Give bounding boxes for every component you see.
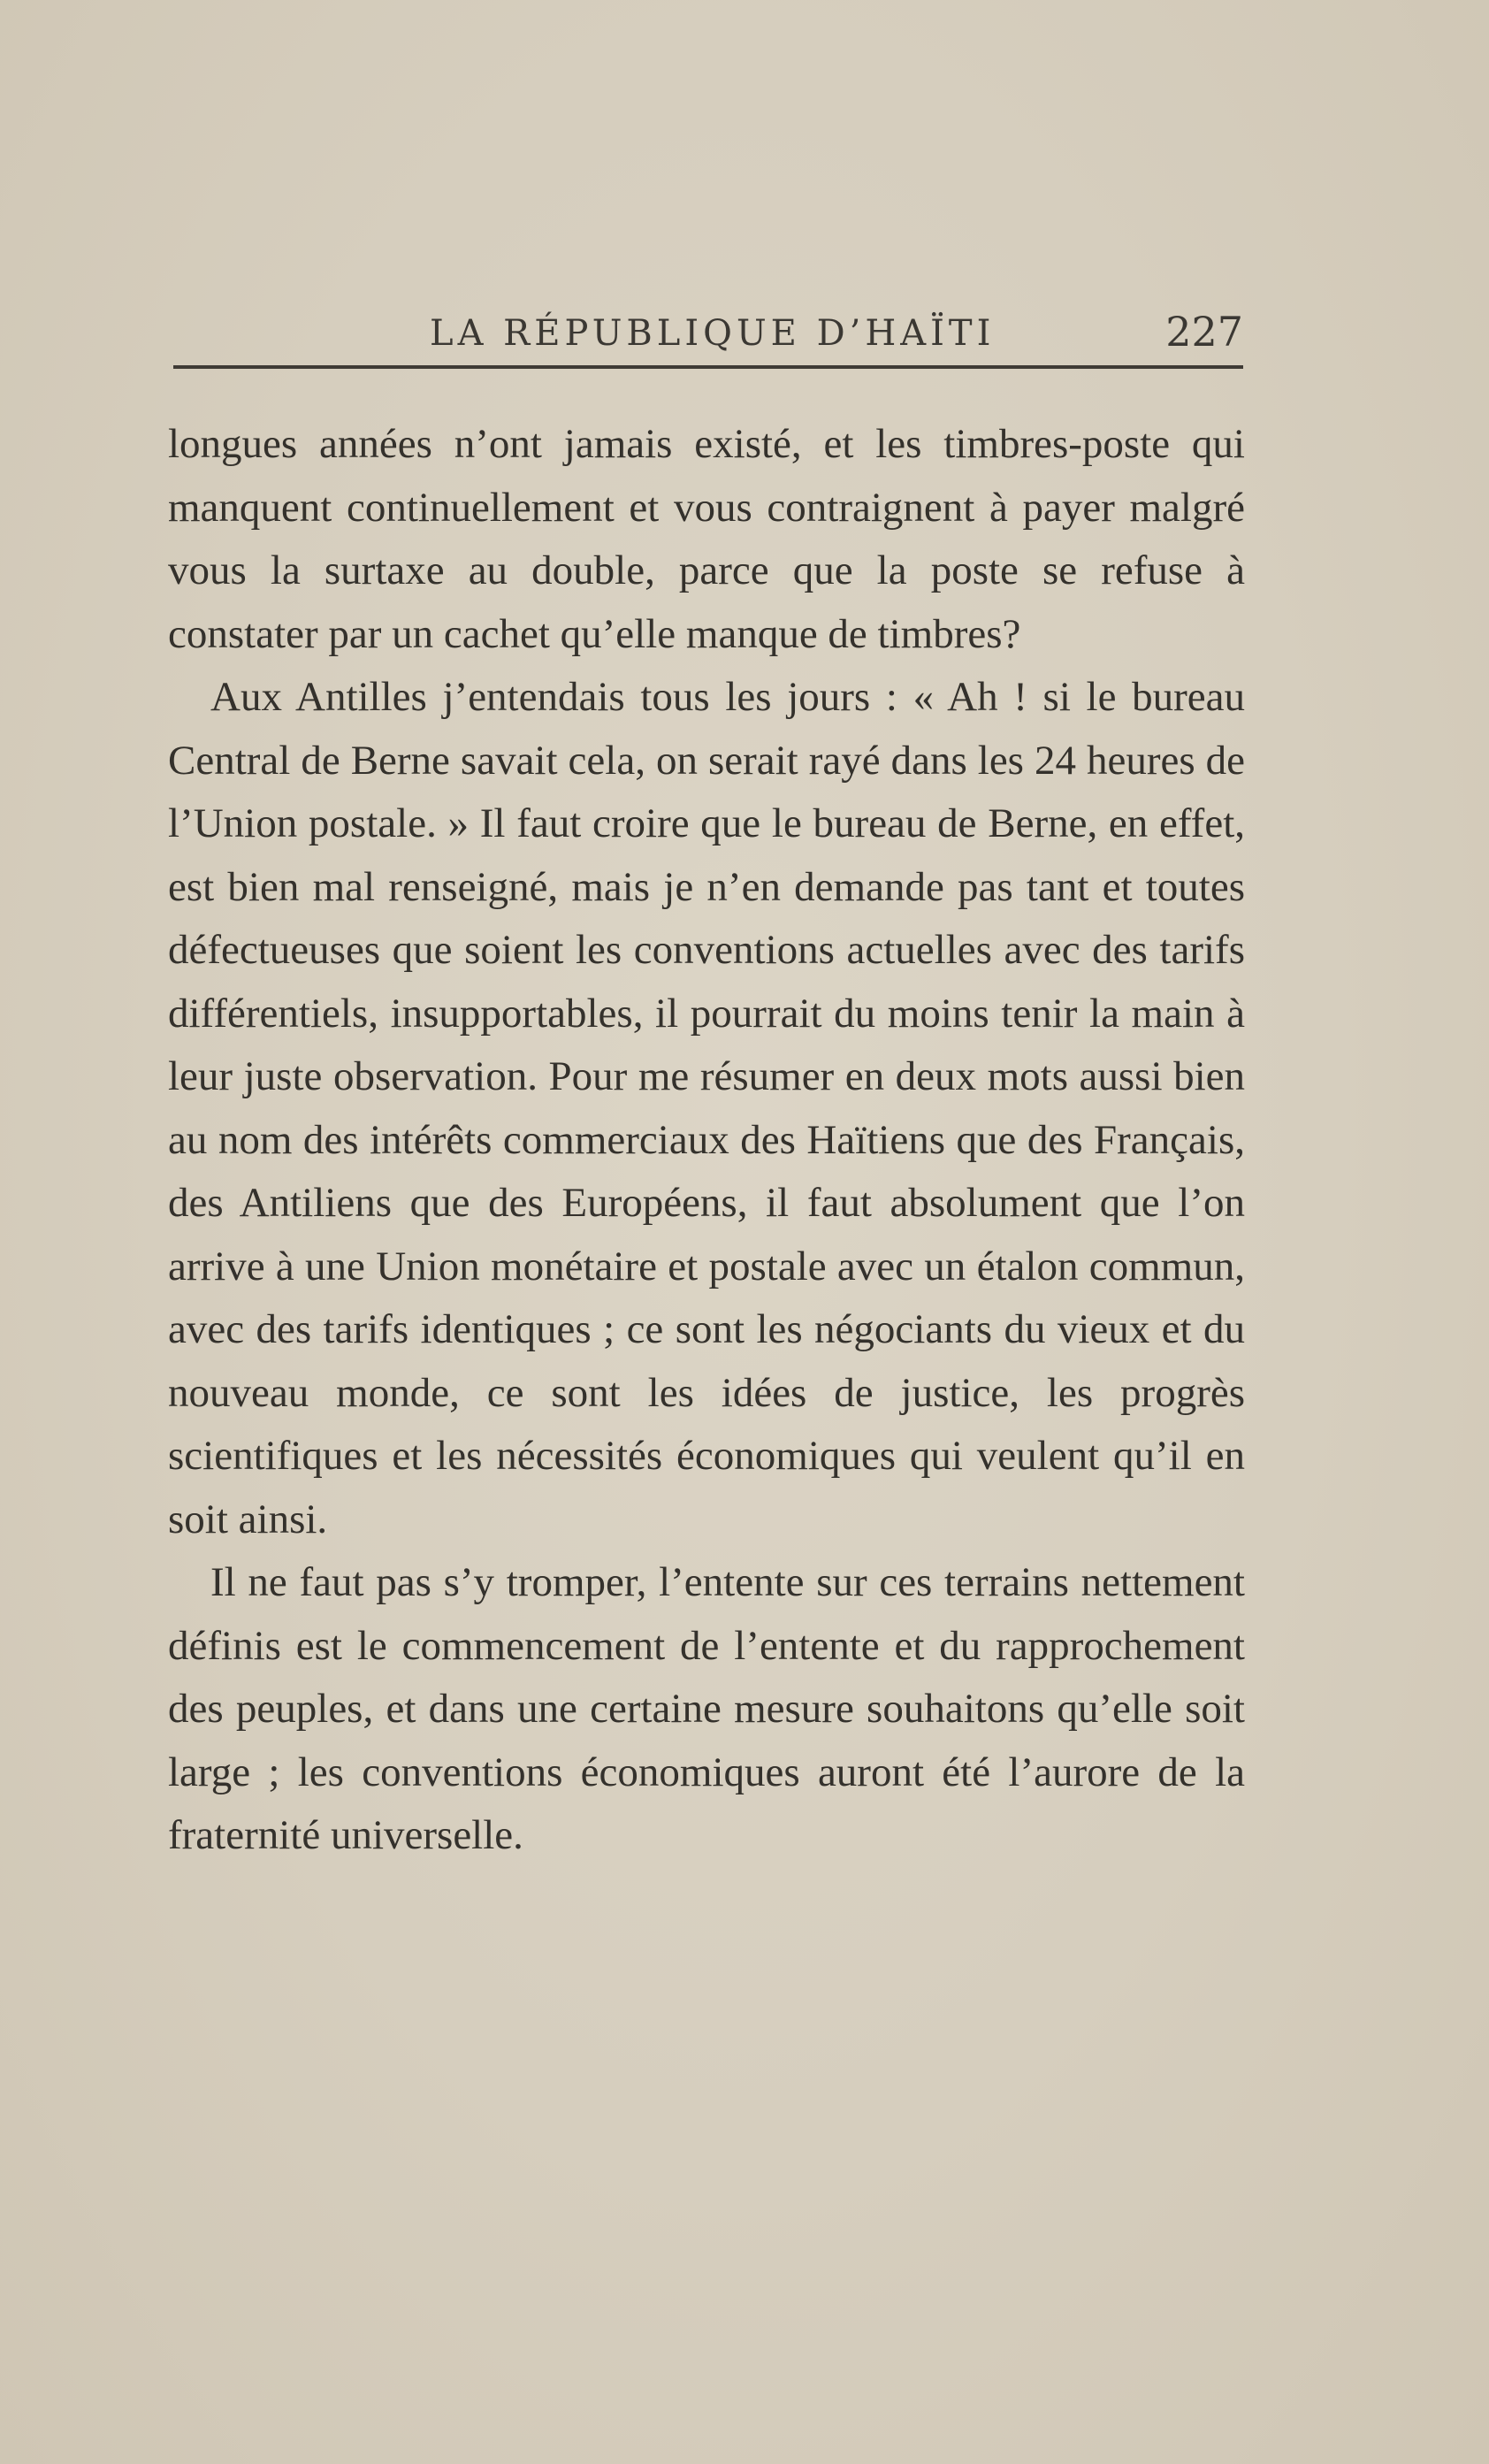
running-header — [173, 297, 1243, 359]
header-rule — [173, 365, 1243, 369]
paragraph-continued: longues années n’ont jamais existé, et les timbres-poste qui manquent continuellement et vous contraignent à payer malgré vous la surtaxe au double, parce que la poste se refuse à constater par un cachet qu’elle manque de timbres? — [168, 421, 1245, 657]
running-title: LA RÉPUBLIQUE D’HAÏTI — [430, 313, 996, 354]
page-number: 227 — [1165, 308, 1243, 356]
paragraph: Il ne faut pas s’y tromper, l’entente sur ces terrains nettement définis est le commencement de l’entente et du rapprochement des peuples, et dans une certaine mesure souhaitons qu’elle soit large ; les conventions économiques auront été l’aurore de la fraternité universelle. — [168, 1559, 1245, 1858]
paragraph: Aux Antilles j’entendais tous les jours : « Ah ! si le bureau Central de Berne savait cela, on serait rayé dans les 24 heures de l’Union postale. » Il faut croire que le bureau de Berne, en effet, est bien mal renseigné, mais je n’en demande pas tant et toutes défectueuses que soient les conventions actuelles avec des tarifs différentiels, insupportables, il pourrait du moins tenir la main à leur juste observation. Pour me résumer en deux mots aussi bien au nom des intérêts commerciaux des Haïtiens que des Français, des Antiliens que des Européens, il faut absolument que l’on arrive à une Union monétaire et postale avec un étalon commun, avec des tarifs identiques ; ce sont les négociants du vieux et du nouveau monde, ce sont les idées de justice, les progrès scientifiques et les nécessités économiques qui veulent qu’il en soit ainsi. — [168, 674, 1245, 1542]
body-text — [168, 413, 1245, 1868]
